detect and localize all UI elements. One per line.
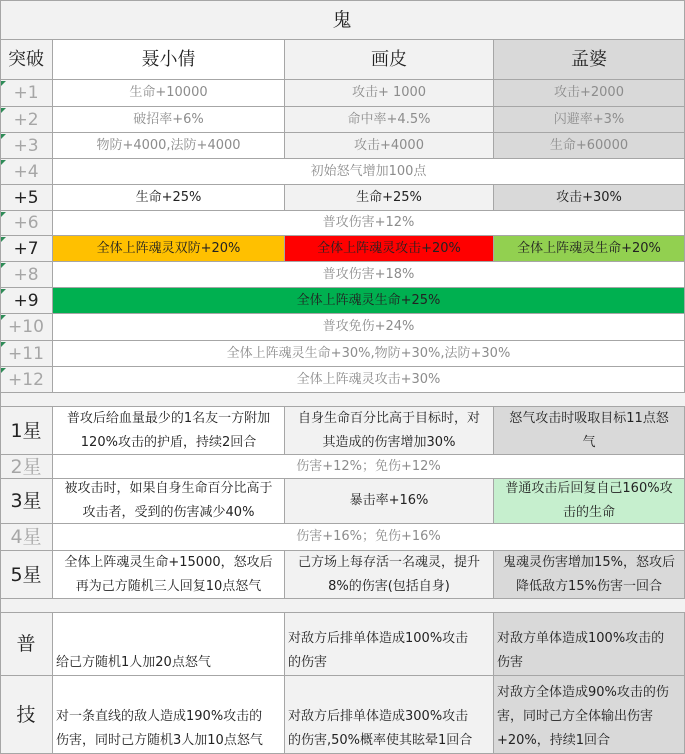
star1-mengpo-line2: 气 (582, 434, 596, 450)
plus5-nie: 生命+25% (53, 185, 285, 211)
section-separator (0, 393, 685, 407)
row-label-plus8: +8 (0, 262, 53, 288)
normal-skill-mengpo-line1: 对敌方单体造成100%攻击的 (497, 631, 665, 646)
row-label-plus9: +9 (0, 288, 53, 314)
star1-huapi (285, 407, 494, 455)
plus3-nie: 物防+4000,法防+4000 (53, 133, 285, 159)
plus10-all: 普攻免伤+24% (53, 314, 685, 341)
normal-skill-nie-line1: 给己方随机1人加20点怒气 (56, 655, 211, 670)
plus7-huapi: 全体上阵魂灵攻击+20% (285, 236, 494, 262)
plus2-nie: 破招率+6% (53, 107, 285, 133)
special-skill-mengpo-line2: 害，同时己方全体输出伤害 (497, 709, 654, 724)
row-label-plus1: +1 (0, 80, 53, 107)
star5-huapi-line2: 8%的伤害(包括自身) (328, 578, 450, 594)
star5-nie (53, 551, 285, 599)
plus1-mengpo: 攻击+2000 (494, 80, 685, 107)
cell-marker-tick (1, 368, 6, 373)
plus1-huapi: 攻击+ 1000 (285, 80, 494, 107)
row-label-special-skill: 技 (0, 676, 53, 754)
row-label-star1: 1星 (0, 407, 53, 455)
normal-skill-huapi (285, 613, 494, 676)
star1-nie-line2: 120%攻击的护盾，持续2回合 (80, 434, 257, 450)
header-breakthrough: 突破 (0, 40, 53, 80)
special-skill-mengpo-line3: +20%，持续1回合 (497, 733, 611, 748)
plus12-all: 全体上阵魂灵攻击+30% (53, 367, 685, 393)
plus3-huapi: 攻击+4000 (285, 133, 494, 159)
star5-nie-line1: 全体上阵魂灵生命+15000，怒攻后 (64, 554, 273, 570)
row-label-star3: 3星 (0, 479, 53, 524)
cell-marker-tick (1, 160, 6, 165)
star3-mengpo-line2: 击的生命 (562, 505, 615, 520)
star5-mengpo-line1: 鬼魂灵伤害增加15%，怒攻后 (503, 554, 675, 570)
normal-skill-nie (53, 613, 285, 676)
plus7-nie: 全体上阵魂灵双防+20% (53, 236, 285, 262)
special-skill-nie-line2: 伤害，同时己方随机3人加10点怒气 (56, 733, 263, 748)
row-label-plus4: +4 (0, 159, 53, 185)
star3-nie-line1: 被攻击时，如果自身生命百分比高于 (64, 481, 273, 496)
star1-nie-line1: 普攻后给血量最少的1名友一方附加 (66, 410, 271, 426)
row-label-star4: 4星 (0, 524, 53, 551)
plus11-all: 全体上阵魂灵生命+30%,物防+30%,法防+30% (53, 341, 685, 367)
header-hua-pi: 画皮 (285, 40, 494, 80)
plus4-all: 初始怒气增加100点 (53, 159, 685, 185)
cell-marker-tick (1, 212, 6, 217)
row-label-plus3: +3 (0, 133, 53, 159)
row-label-plus5: +5 (0, 185, 53, 211)
cell-marker-tick (1, 263, 6, 268)
plus1-nie: 生命+10000 (53, 80, 285, 107)
plus8-all: 普攻伤害+18% (53, 262, 685, 288)
plus5-huapi: 生命+25% (285, 185, 494, 211)
star1-mengpo (494, 407, 685, 455)
plus6-all: 普攻伤害+12% (53, 211, 685, 236)
plus9-all: 全体上阵魂灵生命+25% (53, 288, 685, 314)
cell-marker-tick (1, 315, 6, 320)
special-skill-nie-line1: 对一条直线的敌人造成190%攻击的 (56, 709, 263, 724)
cell-marker-tick (1, 237, 6, 242)
plus2-mengpo: 闪避率+3% (494, 107, 685, 133)
special-skill-huapi (285, 676, 494, 754)
star1-mengpo-line1: 怒气攻击时吸取目标11点怒 (509, 410, 669, 426)
cell-marker-tick (1, 289, 6, 294)
special-skill-mengpo-line1: 对敌方全体造成90%攻击的伤 (497, 685, 669, 700)
star5-huapi-line1: 己方场上每存活一名魂灵，提升 (297, 554, 480, 570)
star3-nie-line2: 攻击者，受到的伤害减少40% (82, 505, 255, 520)
star1-huapi-line1: 自身生命百分比高于目标时，对 (297, 410, 480, 426)
plus5-mengpo: 攻击+30% (494, 185, 685, 211)
normal-skill-huapi-line2: 的伤害 (288, 655, 328, 670)
row-label-star2: 2星 (0, 455, 53, 479)
star3-mengpo (494, 479, 685, 524)
star4-all: 伤害+16%；免伤+16% (53, 524, 685, 551)
plus3-mengpo: 生命+60000 (494, 133, 685, 159)
special-skill-nie (53, 676, 285, 754)
star3-huapi: 暴击率+16% (285, 479, 494, 524)
row-label-plus11: +11 (0, 341, 53, 367)
star5-huapi (285, 551, 494, 599)
cell-marker-tick (1, 108, 6, 113)
row-label-star5: 5星 (0, 551, 53, 599)
special-skill-huapi-line1: 对敌方后排单体造成300%攻击 (288, 709, 469, 724)
star5-mengpo-line2: 降低敌方15%伤害一回合 (516, 578, 662, 594)
plus2-huapi: 命中率+4.5% (285, 107, 494, 133)
normal-skill-huapi-line1: 对敌方后排单体造成100%攻击 (288, 631, 469, 646)
row-label-plus12: +12 (0, 367, 53, 393)
row-label-plus2: +2 (0, 107, 53, 133)
cell-marker-tick (1, 134, 6, 139)
header-meng-po: 孟婆 (494, 40, 685, 80)
plus7-mengpo: 全体上阵魂灵生命+20% (494, 236, 685, 262)
normal-skill-mengpo-line2: 伤害 (497, 655, 524, 670)
row-label-plus10: +10 (0, 314, 53, 341)
star1-nie (53, 407, 285, 455)
row-label-plus7: +7 (0, 236, 53, 262)
star3-nie (53, 479, 285, 524)
special-skill-mengpo (494, 676, 685, 754)
star1-huapi-line2: 其造成的伤害增加30% (322, 434, 456, 450)
row-label-normal-skill: 普 (0, 613, 53, 676)
star3-mengpo-line1: 普通攻击后回复自己160%攻 (505, 481, 673, 496)
star2-all: 伤害+12%；免伤+12% (53, 455, 685, 479)
special-skill-huapi-line2: 的伤害,50%概率使其眩晕1回合 (288, 733, 473, 748)
normal-skill-mengpo (494, 613, 685, 676)
cell-marker-tick (1, 81, 6, 86)
cell-marker-tick (1, 342, 6, 347)
star5-mengpo (494, 551, 685, 599)
star5-nie-line2: 再为己方随机三人回复10点怒气 (75, 578, 262, 594)
section-separator-2 (0, 599, 685, 613)
header-nie-xiaoqian: 聂小倩 (53, 40, 285, 80)
sheet-title: 鬼 (0, 0, 685, 40)
row-label-plus6: +6 (0, 211, 53, 236)
